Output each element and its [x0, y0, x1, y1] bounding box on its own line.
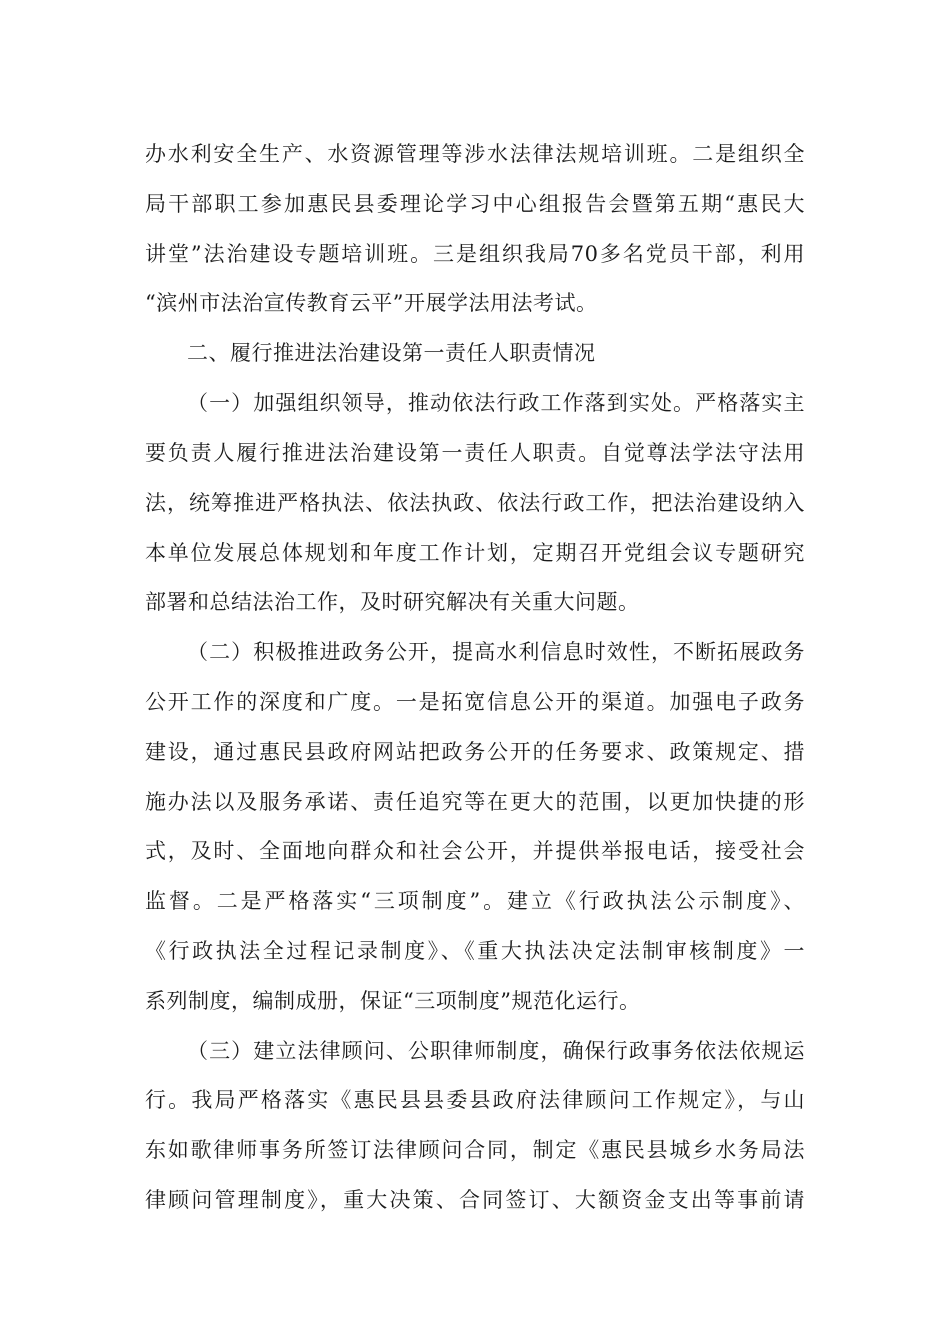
paragraph-line: 公开工作的深度和广度。一是拓宽信息公开的渠道。加强电子政务 [145, 690, 805, 714]
paragraph-line: 施办法以及服务承诺、责任追究等在更大的范围，以更加快捷的形 [145, 790, 805, 814]
paragraph-line: 办水利安全生产、水资源管理等涉水法律法规培训班。二是组织全 [145, 142, 805, 166]
paragraph-line: 建设，通过惠民县政府网站把政务公开的任务要求、政策规定、措 [145, 740, 805, 764]
paragraph-line: 监督。二是严格落实“三项制度”。建立《行政执法公示制度》、 [145, 889, 805, 913]
paragraph-line: （三）建立法律顾问、公职律师制度，确保行政事务依法依规运 [187, 1039, 805, 1063]
paragraph-line: “滨州市法治宣传教育云平”开展学法用法考试。 [145, 291, 598, 315]
paragraph-line: 行。我局严格落实《惠民县县委县政府法律顾问工作规定》，与山 [145, 1088, 805, 1112]
paragraph-line: 系列制度，编制成册，保证“三项制度”规范化运行。 [145, 989, 641, 1013]
paragraph-line: 本单位发展总体规划和年度工作计划，定期召开党组会议专题研究 [145, 541, 805, 565]
paragraph-line: 部署和总结法治工作，及时研究解决有关重大问题。 [145, 590, 640, 614]
paragraph-line: 要负责人履行推进法治建设第一责任人职责。自觉尊法学法守法用 [145, 441, 805, 465]
paragraph-line: 《行政执法全过程记录制度》、《重大执法决定法制审核制度》一 [145, 939, 805, 963]
paragraph-line: （一）加强组织领导，推动依法行政工作落到实处。严格落实主 [187, 391, 805, 415]
paragraph-line: 律顾问管理制度》，重大决策、合同签订、大额资金支出等事前请 [145, 1188, 805, 1212]
paragraph-line: （二）积极推进政务公开，提高水利信息时效性，不断拓展政务 [187, 640, 805, 664]
paragraph-line: 东如歌律师事务所签订法律顾问合同，制定《惠民县城乡水务局法 [145, 1138, 805, 1162]
section-heading: 二、履行推进法治建设第一责任人职责情况 [187, 341, 596, 365]
paragraph-line: 局干部职工参加惠民县委理论学习中心组报告会暨第五期“惠民大 [145, 192, 805, 216]
paragraph-line: 讲堂”法治建设专题培训班。三是组织我局70多名党员干部，利用 [145, 242, 805, 266]
paragraph-line: 式，及时、全面地向群众和社会公开，并提供举报电话，接受社会 [145, 839, 805, 863]
paragraph-line: 法，统筹推进严格执法、依法执政、依法行政工作，把法治建设纳入 [145, 491, 805, 515]
